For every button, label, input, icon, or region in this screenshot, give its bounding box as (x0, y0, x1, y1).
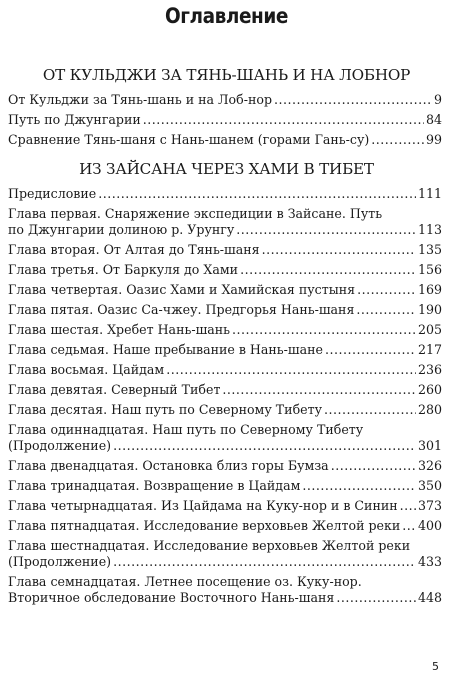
section-heading: ИЗ ЗАЙСАНА ЧЕРЕЗ ХАМИ В ТИБЕТ (79, 160, 374, 178)
dot-leader (331, 458, 416, 474)
toc-entry[interactable] (8, 112, 442, 128)
toc-entry-page: 260 (417, 382, 442, 397)
dot-leader (166, 362, 416, 378)
toc-entry[interactable] (8, 92, 442, 108)
toc-entry[interactable] (8, 458, 442, 474)
dot-leader (232, 322, 416, 338)
toc-entry-title: Сравнение Тянь-шаня с Нань-шанем (горами Гань-су) (8, 132, 370, 147)
toc-entry-title: Глава пятая. Оазис Са-чжеу. Предгорья Нань-шаня (8, 302, 355, 317)
toc-entry-title-line: Глава шестнадцатая. Исследование верховьев Желтой реки (8, 538, 411, 553)
section-heading: ОТ КУЛЬДЖИ ЗА ТЯНЬ-ШАНЬ И НА ЛОБНОР (42, 66, 411, 84)
toc-entry[interactable] (8, 518, 442, 534)
toc-entry-title: (Продолжение) (8, 438, 112, 453)
toc-entry-page: 99 (425, 132, 442, 147)
toc-entry-title: Глава восьмая. Цайдам (8, 362, 165, 377)
toc-entry-page: 169 (417, 282, 442, 297)
toc-entry-title: Глава четвертая. Оазис Хами и Хамийская пустыня (8, 282, 356, 297)
dot-leader (400, 498, 416, 514)
dot-leader (113, 438, 416, 454)
dot-leader (262, 242, 416, 258)
toc-entry-title-line: Глава одиннадцатая. Наш путь по Северному Тибету (8, 422, 364, 437)
toc-entry-page: 84 (425, 112, 442, 127)
toc-section (8, 186, 442, 610)
dot-leader (222, 382, 416, 398)
toc-entry[interactable] (8, 538, 442, 570)
dot-leader (325, 342, 416, 358)
toc-entry-title: Глава десятая. Наш путь по Северному Тибету (8, 402, 322, 417)
dot-leader (236, 222, 416, 238)
dot-leader (274, 92, 432, 108)
dot-leader (240, 262, 416, 278)
dot-leader (143, 112, 424, 128)
toc-entry[interactable] (8, 342, 442, 358)
toc-entry-title: по Джунгарии долиною р. Урунгу (8, 222, 235, 237)
dot-leader (98, 186, 416, 202)
page-number: 5 (432, 660, 439, 673)
toc-entry-title-line: Глава первая. Снаряжение экспедиции в Зайсане. Путь (8, 206, 383, 221)
toc-entry-title: Предисловие (8, 186, 97, 201)
toc-entry-page: 190 (417, 302, 442, 317)
toc-entry-title: Глава девятая. Северный Тибет (8, 382, 221, 397)
dot-leader (371, 132, 424, 148)
toc-entry-page: 373 (417, 498, 442, 513)
toc-entry[interactable] (8, 362, 442, 378)
toc-entry[interactable] (8, 206, 442, 238)
toc-entry[interactable] (8, 402, 442, 418)
dot-leader (336, 590, 416, 606)
toc-entry-page: 350 (417, 478, 442, 493)
toc-entry[interactable] (8, 186, 442, 202)
toc-entry-title: Глава тринадцатая. Возвращение в Цайдам (8, 478, 301, 493)
page-title: Оглавление (164, 4, 288, 28)
toc-section (8, 92, 442, 152)
toc-entry-page: 113 (417, 222, 442, 237)
dot-leader (402, 518, 416, 534)
dot-leader (357, 282, 416, 298)
toc-entry-title-line: Глава семнадцатая. Летнее посещение оз. Куку-нор. (8, 574, 362, 589)
toc-entry-title: От Кульджи за Тянь-шань и на Лоб-нор (8, 92, 273, 107)
toc-entry[interactable] (8, 498, 442, 514)
toc-entry-title: Глава четырнадцатая. Из Цайдама на Куку-нор и в Синин (8, 498, 398, 513)
toc-entry[interactable] (8, 382, 442, 398)
toc-entry[interactable] (8, 322, 442, 338)
toc-entry-title: Путь по Джунгарии (8, 112, 141, 127)
toc-entry-page: 280 (417, 402, 442, 417)
toc-entry-page: 448 (417, 590, 442, 605)
toc-entry-title: Вторичное обследование Восточного Нань-шаня (8, 590, 335, 605)
toc-entry-page: 9 (433, 92, 442, 107)
toc-entry[interactable] (8, 262, 442, 278)
toc-entry[interactable] (8, 422, 442, 454)
dot-leader (302, 478, 416, 494)
toc-entry[interactable] (8, 282, 442, 298)
toc-entry-page: 236 (417, 362, 442, 377)
toc-entry-title: (Продолжение) (8, 554, 112, 569)
toc-entry-page: 400 (417, 518, 442, 533)
toc-entry-page: 326 (417, 458, 442, 473)
dot-leader (356, 302, 416, 318)
toc-entry[interactable] (8, 574, 442, 606)
toc-entry-page: 205 (417, 322, 442, 337)
toc-entry[interactable] (8, 242, 442, 258)
toc-entry-page: 135 (417, 242, 442, 257)
toc-entry-page: 301 (417, 438, 442, 453)
toc-entry-title: Глава седьмая. Наше пребывание в Нань-шане (8, 342, 323, 357)
toc-entry-title: Глава вторая. От Алтая до Тянь-шаня (8, 242, 260, 257)
toc-entry-page: 433 (417, 554, 442, 569)
toc-entry[interactable] (8, 302, 442, 318)
toc-entry[interactable] (8, 132, 442, 148)
toc-entry-page: 156 (417, 262, 442, 277)
toc-entry-page: 111 (417, 186, 442, 201)
toc-entry[interactable] (8, 478, 442, 494)
toc-entry-title: Глава двенадцатая. Остановка близ горы Бумза (8, 458, 329, 473)
dot-leader (324, 402, 416, 418)
toc-entry-title: Глава шестая. Хребет Нань-шань (8, 322, 231, 337)
dot-leader (113, 554, 416, 570)
toc-entry-title: Глава пятнадцатая. Исследование верховьев Желтой реки (8, 518, 401, 533)
toc-entry-page: 217 (417, 342, 442, 357)
toc-entry-title: Глава третья. От Баркуля до Хами (8, 262, 239, 277)
